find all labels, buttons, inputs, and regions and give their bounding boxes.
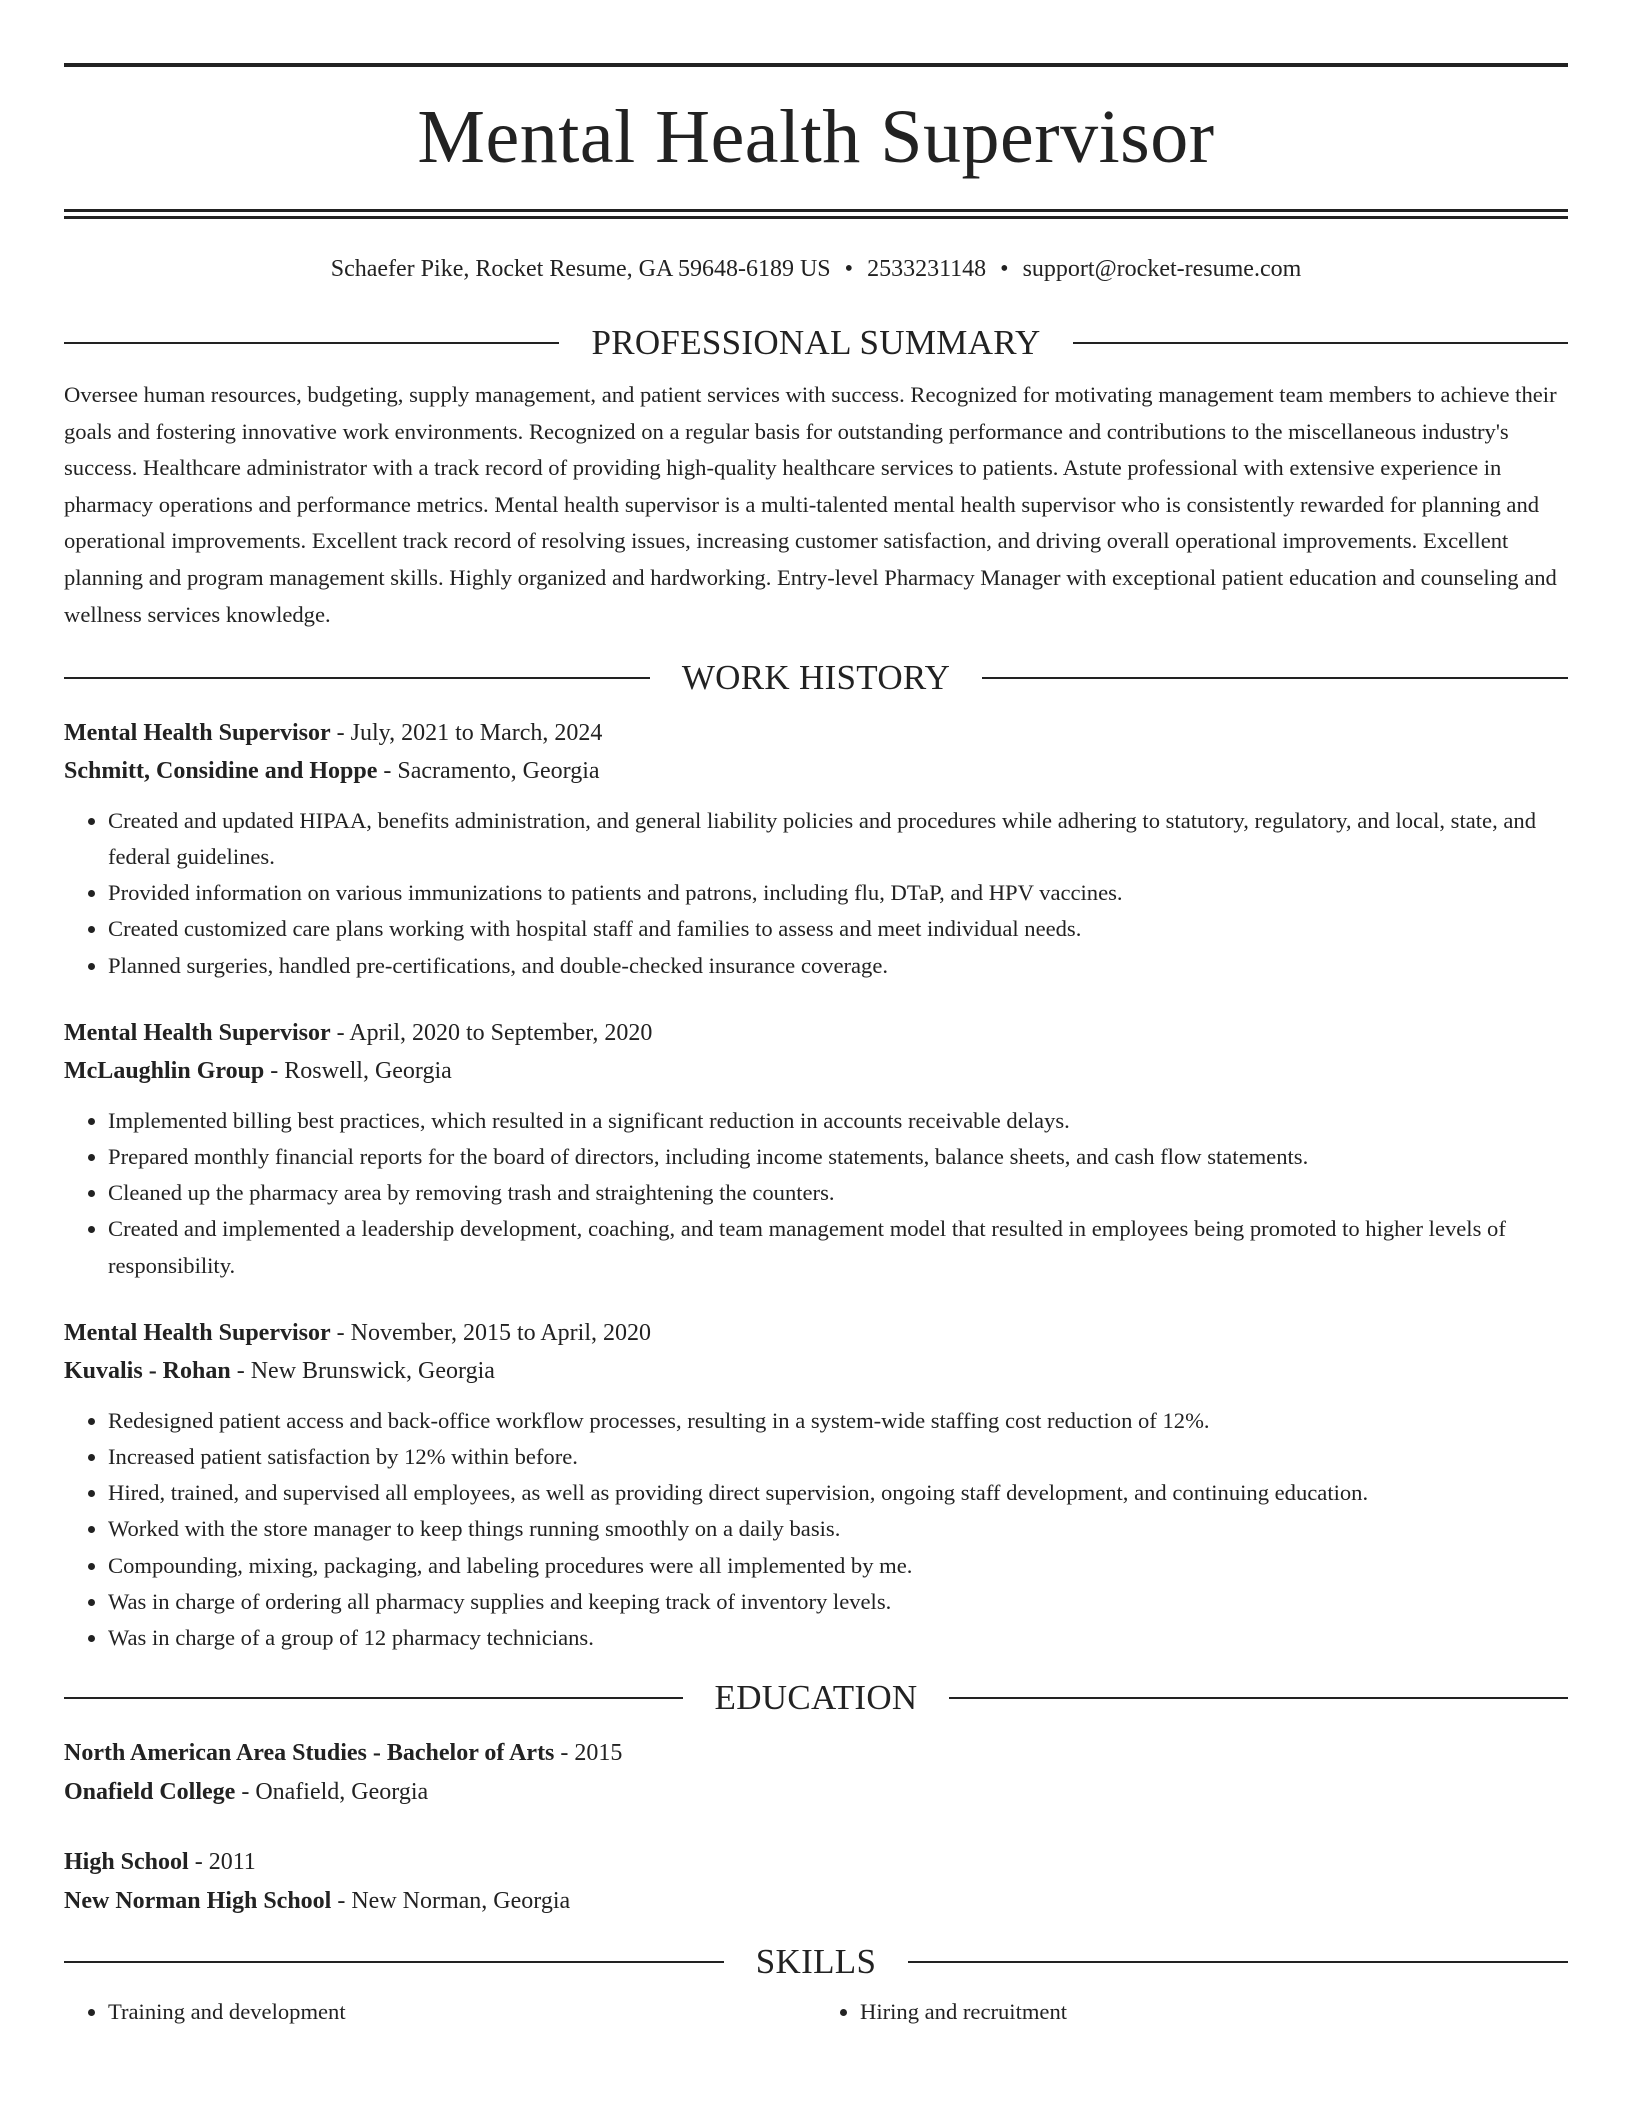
job-title: Mental Health Supervisor: [64, 1019, 331, 1046]
job-bullet: • Prepared monthly financial reports for the board of directors, including income statements, balance sheets, and cash flow statements.: [108, 1139, 1568, 1175]
job-bullet: • Was in charge of a group of 12 pharmacy technicians.: [108, 1620, 1568, 1656]
education-school-line: [64, 1882, 1568, 1921]
section-rule-left: [64, 1697, 683, 1699]
job-location: - New Brunswick, Georgia: [230, 1358, 495, 1385]
job-title-line: [64, 1014, 1568, 1053]
job-company: Kuvalis - Rohan: [64, 1358, 231, 1385]
education-degree-line: [64, 1843, 1568, 1882]
job-bullet: • Compounding, mixing, packaging, and labeling procedures were all implemented by me.: [108, 1548, 1568, 1584]
skill-item: • Training and development: [108, 1994, 816, 2030]
contact-email: support@rocket-resume.com: [1022, 256, 1302, 282]
section-rule-right: [949, 1697, 1568, 1699]
job-dates: - April, 2020 to September, 2020: [330, 1019, 653, 1046]
section-rule-right: [908, 1961, 1568, 1963]
section-rule-left: [64, 342, 559, 344]
education-degree-line: [64, 1734, 1568, 1773]
section-rule-left: [64, 677, 650, 679]
job-bullets: [64, 1103, 1568, 1284]
job-entry: [64, 1014, 1568, 1284]
job-entry: [64, 714, 1568, 984]
job-title-line: [64, 714, 1568, 753]
skills-list-left: [64, 1994, 816, 2030]
job-bullet: • Created and implemented a leadership development, coaching, and team management model that resulted in employees being promoted to higher levels of responsibility.: [108, 1211, 1568, 1283]
job-bullet: • Worked with the store manager to keep things running smoothly on a daily basis.: [108, 1511, 1568, 1547]
contact-phone: 2533231148: [867, 256, 987, 282]
education-degree: High School: [64, 1849, 189, 1876]
contact-separator: •: [1000, 256, 1009, 282]
job-company: Schmitt, Considine and Hoppe: [64, 758, 378, 785]
education-school: Onafield College: [64, 1778, 236, 1805]
job-location: - Roswell, Georgia: [264, 1058, 452, 1085]
education-year: - 2011: [188, 1849, 256, 1876]
summary-paragraph: Oversee human resources, budgeting, supply management, and patient services with success. Recognized for motivating management team members to achieve their goals and fostering innovative work environments. Recognized on a regular basis for outstanding performance and contributions to the miscellaneous industry's success. Healthcare administrator with a track record of providing high-quality healthcare services to patients. Astute professional with extensive experience in pharmacy operations and performance metrics. Mental health supervisor is a multi-talented mental health supervisor who is consistently rewarded for planning and operational improvements. Excellent track record of resolving issues, increasing customer satisfaction, and driving overall operational improvements. Excellent planning and program management skills. Highly organized and hardworking. Entry-level Pharmacy Manager with exceptional patient education and counseling and wellness services knowledge.: [64, 382, 1557, 627]
job-title: Mental Health Supervisor: [64, 719, 331, 746]
education-location: - New Norman, Georgia: [331, 1887, 571, 1914]
skills-columns: [64, 1994, 1568, 2030]
job-dates: - July, 2021 to March, 2024: [330, 719, 603, 746]
education-school: New Norman High School: [64, 1887, 332, 1914]
section-header-skills: [64, 1940, 1568, 1984]
job-company-line: [64, 1052, 1568, 1091]
top-rule: [64, 63, 1568, 67]
section-title: SKILLS: [755, 1942, 877, 1982]
job-company: McLaughlin Group: [64, 1058, 265, 1085]
job-company-line: [64, 752, 1568, 791]
section-title: WORK HISTORY: [681, 657, 951, 697]
section-rule-left: [64, 1961, 724, 1963]
skills-list-right: [816, 1994, 1568, 2030]
job-title-line: [64, 1314, 1568, 1353]
education-location: - Onafield, Georgia: [235, 1778, 429, 1805]
contact-line: [64, 253, 1568, 285]
job-dates: - November, 2015 to April, 2020: [330, 1319, 651, 1346]
job-bullets: [64, 1403, 1568, 1656]
section-header-education: [64, 1676, 1568, 1720]
section-title: EDUCATION: [714, 1678, 918, 1718]
job-bullet: • Was in charge of ordering all pharmacy supplies and keeping track of inventory levels.: [108, 1584, 1568, 1620]
section-rule-right: [982, 677, 1568, 679]
resume-page: [64, 0, 1568, 2030]
job-bullet: • Planned surgeries, handled pre-certifications, and double-checked insurance coverage.: [108, 948, 1568, 984]
section-header-work-history: [64, 656, 1568, 700]
job-bullet: • Created and updated HIPAA, benefits administration, and general liability policies and procedures while adhering to statutory, regulatory, and local, state, and federal guidelines.: [108, 803, 1568, 875]
section-title: PROFESSIONAL SUMMARY: [591, 323, 1041, 362]
job-entry: [64, 1314, 1568, 1656]
title-double-rule: [64, 209, 1568, 219]
section-rule-right: [1073, 342, 1568, 344]
resume-title: Mental Health Supervisor: [417, 95, 1215, 179]
contact-separator: •: [844, 256, 854, 282]
job-bullet: • Provided information on various immunizations to patients and patrons, including flu, DTaP, and HPV vaccines.: [108, 875, 1568, 911]
education-school-line: [64, 1773, 1568, 1812]
education-entry: [64, 1843, 1568, 1920]
job-location: - Sacramento, Georgia: [377, 758, 600, 785]
job-bullet: • Hired, trained, and supervised all employees, as well as providing direct supervision, ongoing staff development, and continuing education.: [108, 1475, 1568, 1511]
job-bullet: • Increased patient satisfaction by 12% within before.: [108, 1439, 1568, 1475]
job-bullet: • Implemented billing best practices, which resulted in a significant reduction in accounts receivable delays.: [108, 1103, 1568, 1139]
section-header-summary: [64, 321, 1568, 365]
education-degree: North American Area Studies - Bachelor of Arts: [64, 1740, 555, 1767]
job-bullet: • Cleaned up the pharmacy area by removing trash and straightening the counters.: [108, 1175, 1568, 1211]
job-title: Mental Health Supervisor: [64, 1319, 331, 1346]
job-bullet: • Created customized care plans working with hospital staff and families to assess and meet individual needs.: [108, 911, 1568, 947]
job-bullets: [64, 803, 1568, 984]
education-year: - 2015: [554, 1740, 623, 1767]
skill-item: • Hiring and recruitment: [860, 1994, 1568, 2030]
job-company-line: [64, 1352, 1568, 1391]
education-entry: [64, 1734, 1568, 1811]
job-bullet: • Redesigned patient access and back-office workflow processes, resulting in a system-wide staffing cost reduction of 12%.: [108, 1403, 1568, 1439]
contact-address: Schaefer Pike, Rocket Resume, GA 59648-6189 US: [330, 256, 831, 282]
